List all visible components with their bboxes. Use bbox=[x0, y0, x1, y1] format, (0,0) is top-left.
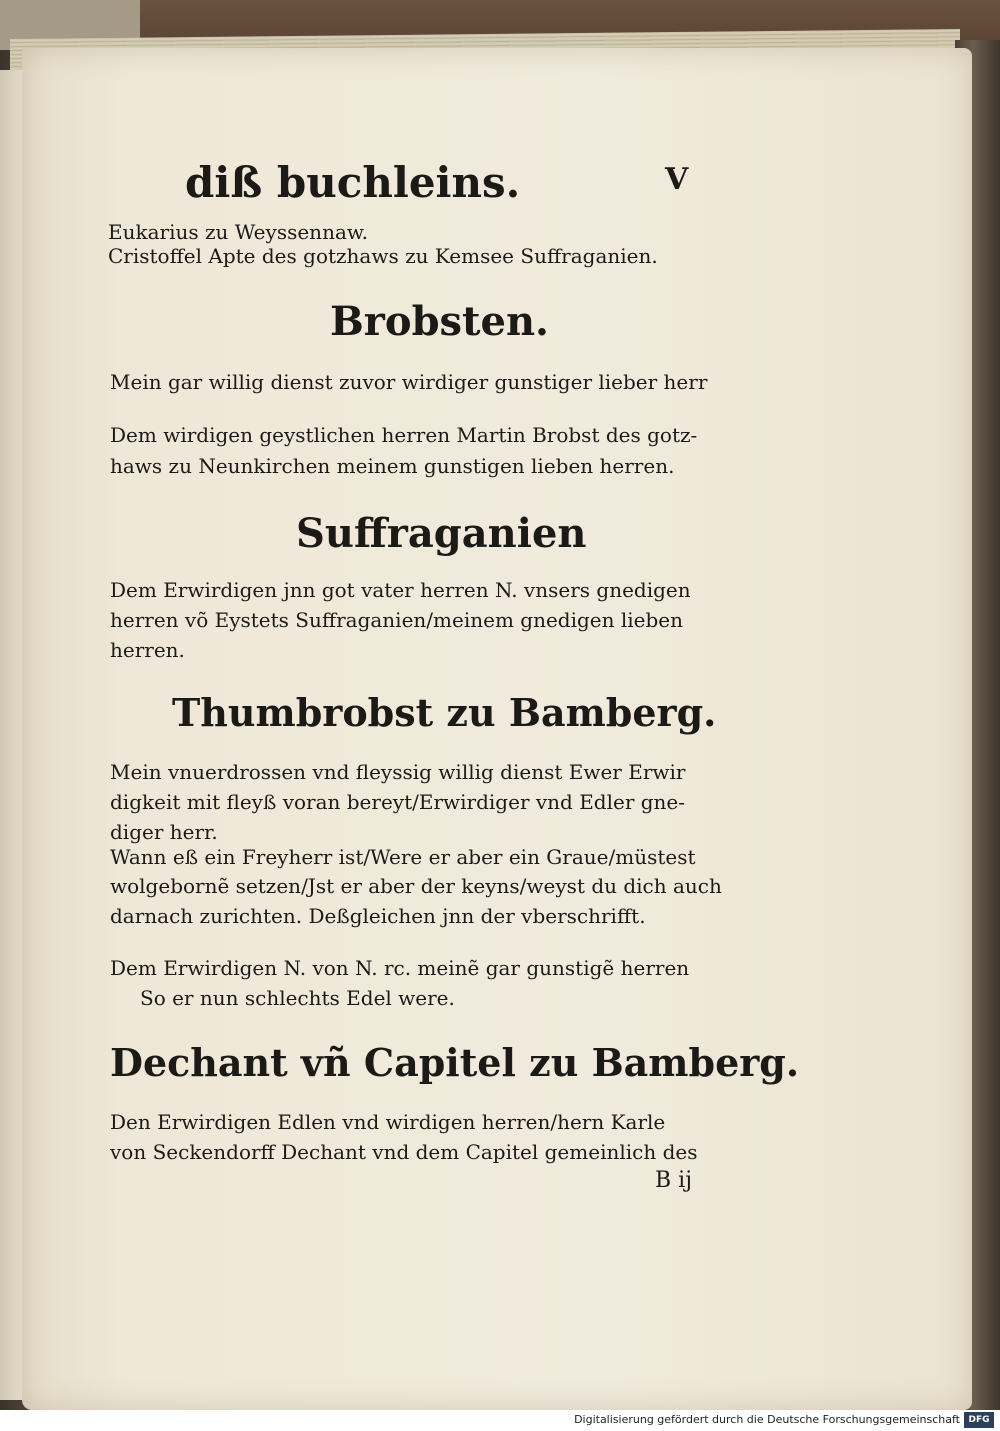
text-line: diger herr. bbox=[110, 820, 218, 844]
text-line: Dem wirdigen geystlichen herren Martin Brobst des gotz- bbox=[110, 423, 698, 447]
text-line: wolgebornẽ setzen/Jst er aber der keyns/weyst du dich auch bbox=[110, 874, 722, 898]
text-line: Dem Erwirdigen jnn got vater herren N. vnsers gnedigen bbox=[110, 578, 691, 602]
footer-credit: Digitalisierung gefördert durch die Deutsche Forschungsgemeinschaft bbox=[574, 1413, 960, 1426]
dfg-logo: DFG bbox=[964, 1412, 994, 1428]
text-line: Mein vnuerdrossen vnd fleyssig willig dienst Ewer Erwir bbox=[110, 760, 686, 784]
text-line: Den Erwirdigen Edlen vnd wirdigen herren/hern Karle bbox=[110, 1110, 666, 1134]
text-line: So er nun schlechts Edel were. bbox=[140, 986, 455, 1010]
text-line: digkeit mit fleyß voran bereyt/Erwirdiger vnd Edler gne- bbox=[110, 790, 686, 814]
page-title: diß buchleins. bbox=[185, 158, 521, 207]
folio-number: V bbox=[665, 162, 689, 197]
section-heading: Suffraganien bbox=[296, 510, 587, 557]
section-heading: Dechant vñ Capitel zu Bamberg. bbox=[110, 1040, 800, 1085]
text-line: herren. bbox=[110, 638, 185, 662]
text-line: Eukarius zu Weyssennaw. bbox=[108, 220, 368, 244]
text-line: Cristoffel Apte des gotzhaws zu Kemsee Suffraganien. bbox=[108, 244, 658, 268]
section-heading: Thumbrobst zu Bamberg. bbox=[172, 690, 717, 735]
text-line: Wann eß ein Freyherr ist/Were er aber ein Graue/müstest bbox=[110, 845, 696, 869]
text-line: Mein gar willig dienst zuvor wirdiger gunstiger lieber herr bbox=[110, 370, 708, 394]
section-heading: Brobsten. bbox=[330, 298, 549, 345]
text-line: herren võ Eystets Suffraganien/meinem gnedigen lieben bbox=[110, 608, 684, 632]
digitization-footer bbox=[0, 1410, 1000, 1431]
signature-mark: B ij bbox=[655, 1168, 693, 1193]
text-line: haws zu Neunkirchen meinem gunstigen lieben herren. bbox=[110, 454, 675, 478]
text-line: Dem Erwirdigen N. von N. rc. meinẽ gar gunstigẽ herren bbox=[110, 956, 690, 980]
text-line: darnach zurichten. Deßgleichen jnn der vberschrifft. bbox=[110, 904, 646, 928]
text-line: von Seckendorff Dechant vnd dem Capitel gemeinlich des bbox=[110, 1140, 698, 1164]
